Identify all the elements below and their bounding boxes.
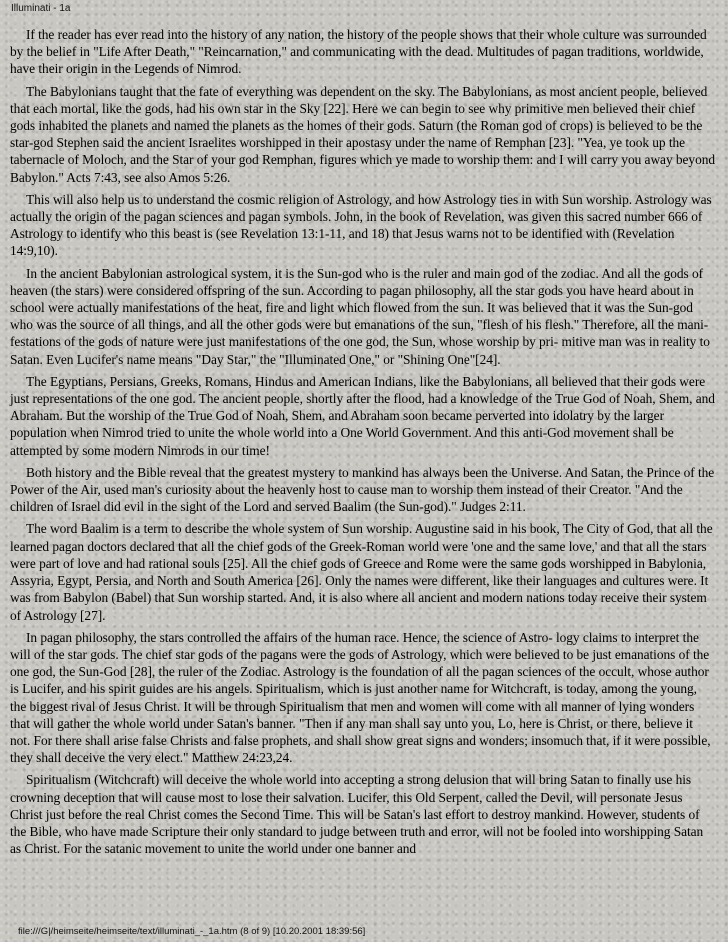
- paragraph-life-after-death: If the reader has ever read into the history of any nation, the history of the people shows that their whole culture was surrounded by the belief in "Life After Death," "Reincarnation," and communicating with the dead. Multitudes of pagan traditions, worldwide, have their origin in the Legends of Nimrod.: [10, 27, 707, 77]
- paragraph-one-god: The Egyptians, Persians, Greeks, Romans, Hindus and American Indians, like the Babylonians, all believed that their gods were just representations of the one god. The ancient people, shortly after the flood, had a knowledge of the True God of Noah, Shem, and Abraham. But the worship of the True God of Noah, Shem, and Abraham soon became perverted into idolatry by the larger population when Nimrod tried to unite the whole world into a One World Government. And this anti-God movement shall be attempted by some modern Nimrods in our time!: [10, 373, 715, 458]
- page-header-title: Illuminati - 1a: [11, 3, 71, 14]
- paragraph-astrology-sun-worship: This will also help us to understand the cosmic religion of Astrology, and how Astrology ties in with Sun worship. Astrology was actually the origin of the pagan sciences and pagan symbols. John, in the book of Revelation, was given this sacred number 666 of Astrology to identify who this beast is (see Revelation 13:1-11, and 18) that Jesus warns not to be identified with (Revelation 14:9,10).: [10, 191, 712, 259]
- paragraph-mystery-universe: Both history and the Bible reveal that the greatest mystery to mankind has always been the Universe. And Satan, the Prince of the Power of the Air, used man's curiosity about the heavenly host to cause man to worship them instead of their Creator. "And the children of Israel did evil in the sight of the Lord and served Baalim (the Sun-god)." Judges 2:11.: [10, 464, 715, 515]
- paragraph-babylonians-sky: The Babylonians taught that the fate of everything was dependent on the sky. The Babylonians, as most ancient people, believed that each mortal, like the gods, had his own star in the Sky [22]. Here we can begin to see why primitive men believed their chief gods inhabited the planets and named the planets as the homes of their gods. Saturn (the Roman god of crops) is believed to be the star-god Stephen said the ancient Israelites worshipped in their apostasy under the name of Remphan [23]. "Yea, ye took up the tabernacle of Moloch, and the Star of your god Remphan, figures which ye made to worship them: and I will carry you away beyond Babylon." Acts 7:43, see also Amos 5:26.: [10, 83, 716, 185]
- page-footer-path: file:///G|/heimseite/heimseite/text/illuminati_-_1a.htm (8 of 9) [10.20.2001 18:39:56]: [18, 926, 366, 937]
- document-body: [10, 26, 716, 862]
- paragraph-sun-god-zodiac: In the ancient Babylonian astrological system, it is the Sun-god who is the ruler and main god of the zodiac. And all the gods of heaven (the stars) were considered offspring of the sun. According to pagan philosophy, all the star gods you have heard about in school were actually manifestations of the heat, fire and light which flowed from the sun. It was believed that it was the Sun-god who was the source of all things, and all the other gods were but emanations of the sun, "flesh of his flesh." Therefore, all the mani- festations of the gods of nature were just manifestations of the one god, the Sun, whose worship by pri- mitive man was in reality to Satan. Even Lucifer's name means "Day Star," the "Illuminated One," or "Shining One"[24].: [10, 265, 710, 367]
- paragraph-spiritualism: Spiritualism (Witchcraft) will deceive the whole world into accepting a strong delusion that will bring Satan to finally use his crowning deception that will cause most to lose their salvation. Lucifer, this Old Serpent, called the Devil, will personate Jesus Christ just before the real Christ comes the Second Time. This will be Satan's last effort to destroy mankind. However, students of the Bible, who have made Scripture their only standard to judge between truth and error, will not be fooled into worshipping Satan as Christ. For the satanic movement to unite the world under one banner and: [10, 772, 704, 857]
- paragraph-pagan-philosophy: In pagan philosophy, the stars controlled the affairs of the human race. Hence, the science of Astro- logy claims to interpret the will of the star gods. The chief star gods of the pagans were the gods of Astrology, which were believed to be just emanations of the one god, the Sun-God [28], the ruler of the Zodiac. Astrology is the foundation of all the pagan sciences of the occult, whose author is Lucifer, and his spirit guides are his angels. Spiritualism, which is just another name for Witchcraft, is today, among the young, the biggest rival of Jesus Christ. It will be through Spiritualism that men and women will come with all manner of lying wonders that will gather the whole world under Satan's banner. "Then if any man shall say unto you, Lo, here is Christ, or there, believe it not. For there shall arise false Christs and false prophets, and shall show great signs and wonders; insomuch that, if it were possible, they shall deceive the very elect." Matthew 24:23,24.: [10, 629, 711, 766]
- paragraph-baalim: The word Baalim is a term to describe the whole system of Sun worship. Augustine said in his book, The City of God, that all the learned pagan doctors declared that all the chief gods of the Greek-Roman world were 'one and the same love,' and that all the stars were part of love and had rational souls [25]. All the chief gods of Greece and Rome were the same gods worshipped in Babylonia, Assyria, Egypt, Persia, and North and South America [26]. Only the names were different, like their languages and cultures were. It was from Babylon (Babel) that Sun worship started. And, it is also where all ancient and modern nations today receive their system of Astrology [27].: [10, 521, 713, 623]
